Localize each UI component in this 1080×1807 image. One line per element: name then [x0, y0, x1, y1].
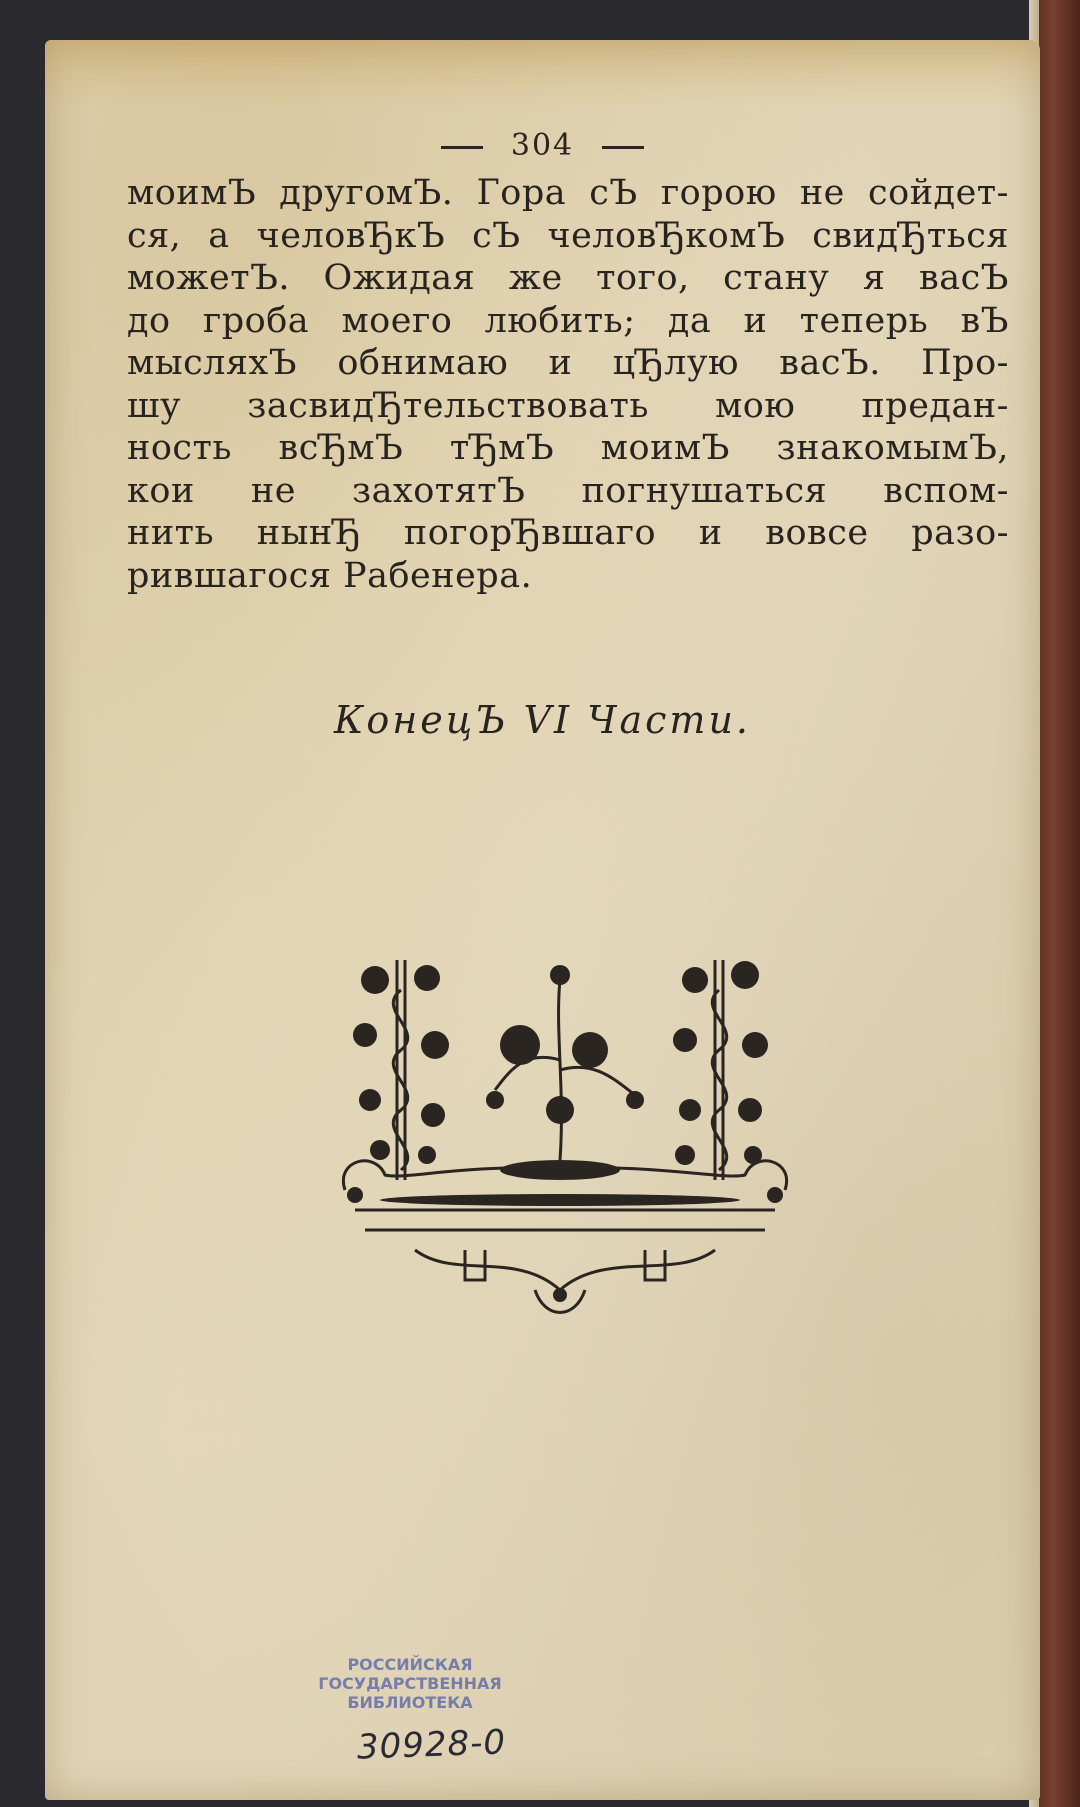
library-stamp: [310, 1655, 510, 1712]
handwritten-shelfmark: 30928-0: [356, 1722, 507, 1768]
text-line: ся, а человЂкЪ сЪ человЂкомЪ свидЂться: [127, 215, 1009, 256]
colophon: КонецЪ VI Части.: [333, 698, 751, 742]
book-page: [45, 40, 1040, 1800]
text-line: до гроба моего любить; да и теперь вЪ: [127, 300, 1009, 341]
text-line: кои не захотятЪ погнушаться вспом-: [127, 470, 1009, 511]
paper-stain: [45, 40, 1040, 110]
text-line: ность всЂмЪ тЂмЪ моимЪ знакомымЪ,: [127, 428, 1009, 468]
text-line: рившагося Рабенера.: [127, 555, 533, 596]
floral-vignette-ornament: [335, 950, 795, 1330]
stamp-line: БИБЛИОТЕКА: [347, 1693, 473, 1712]
stamp-line: РОССИЙСКАЯ: [347, 1655, 473, 1674]
header-dash-right: [602, 146, 644, 149]
text-line: шу засвидЂтельствовать мою предан-: [127, 385, 1009, 426]
page-number: 304: [510, 128, 575, 163]
book-board-edge: [1035, 0, 1080, 1807]
text-line: можетЪ. Ожидая же того, стану я васЪ: [127, 258, 1009, 298]
body-text: [127, 172, 1009, 597]
text-line: моимЪ другомЪ. Гора сЪ горою не сойдет-: [127, 173, 1009, 213]
page-header: [45, 128, 1040, 163]
text-line: мысляхЪ обнимаю и цЂлую васЪ. Про-: [127, 343, 1009, 383]
text-line: нить нынЂ погорЂвшаго и вовсе разо-: [127, 513, 1009, 553]
stamp-line: ГОСУДАРСТВЕННАЯ: [318, 1674, 502, 1693]
header-dash-left: [441, 146, 483, 149]
